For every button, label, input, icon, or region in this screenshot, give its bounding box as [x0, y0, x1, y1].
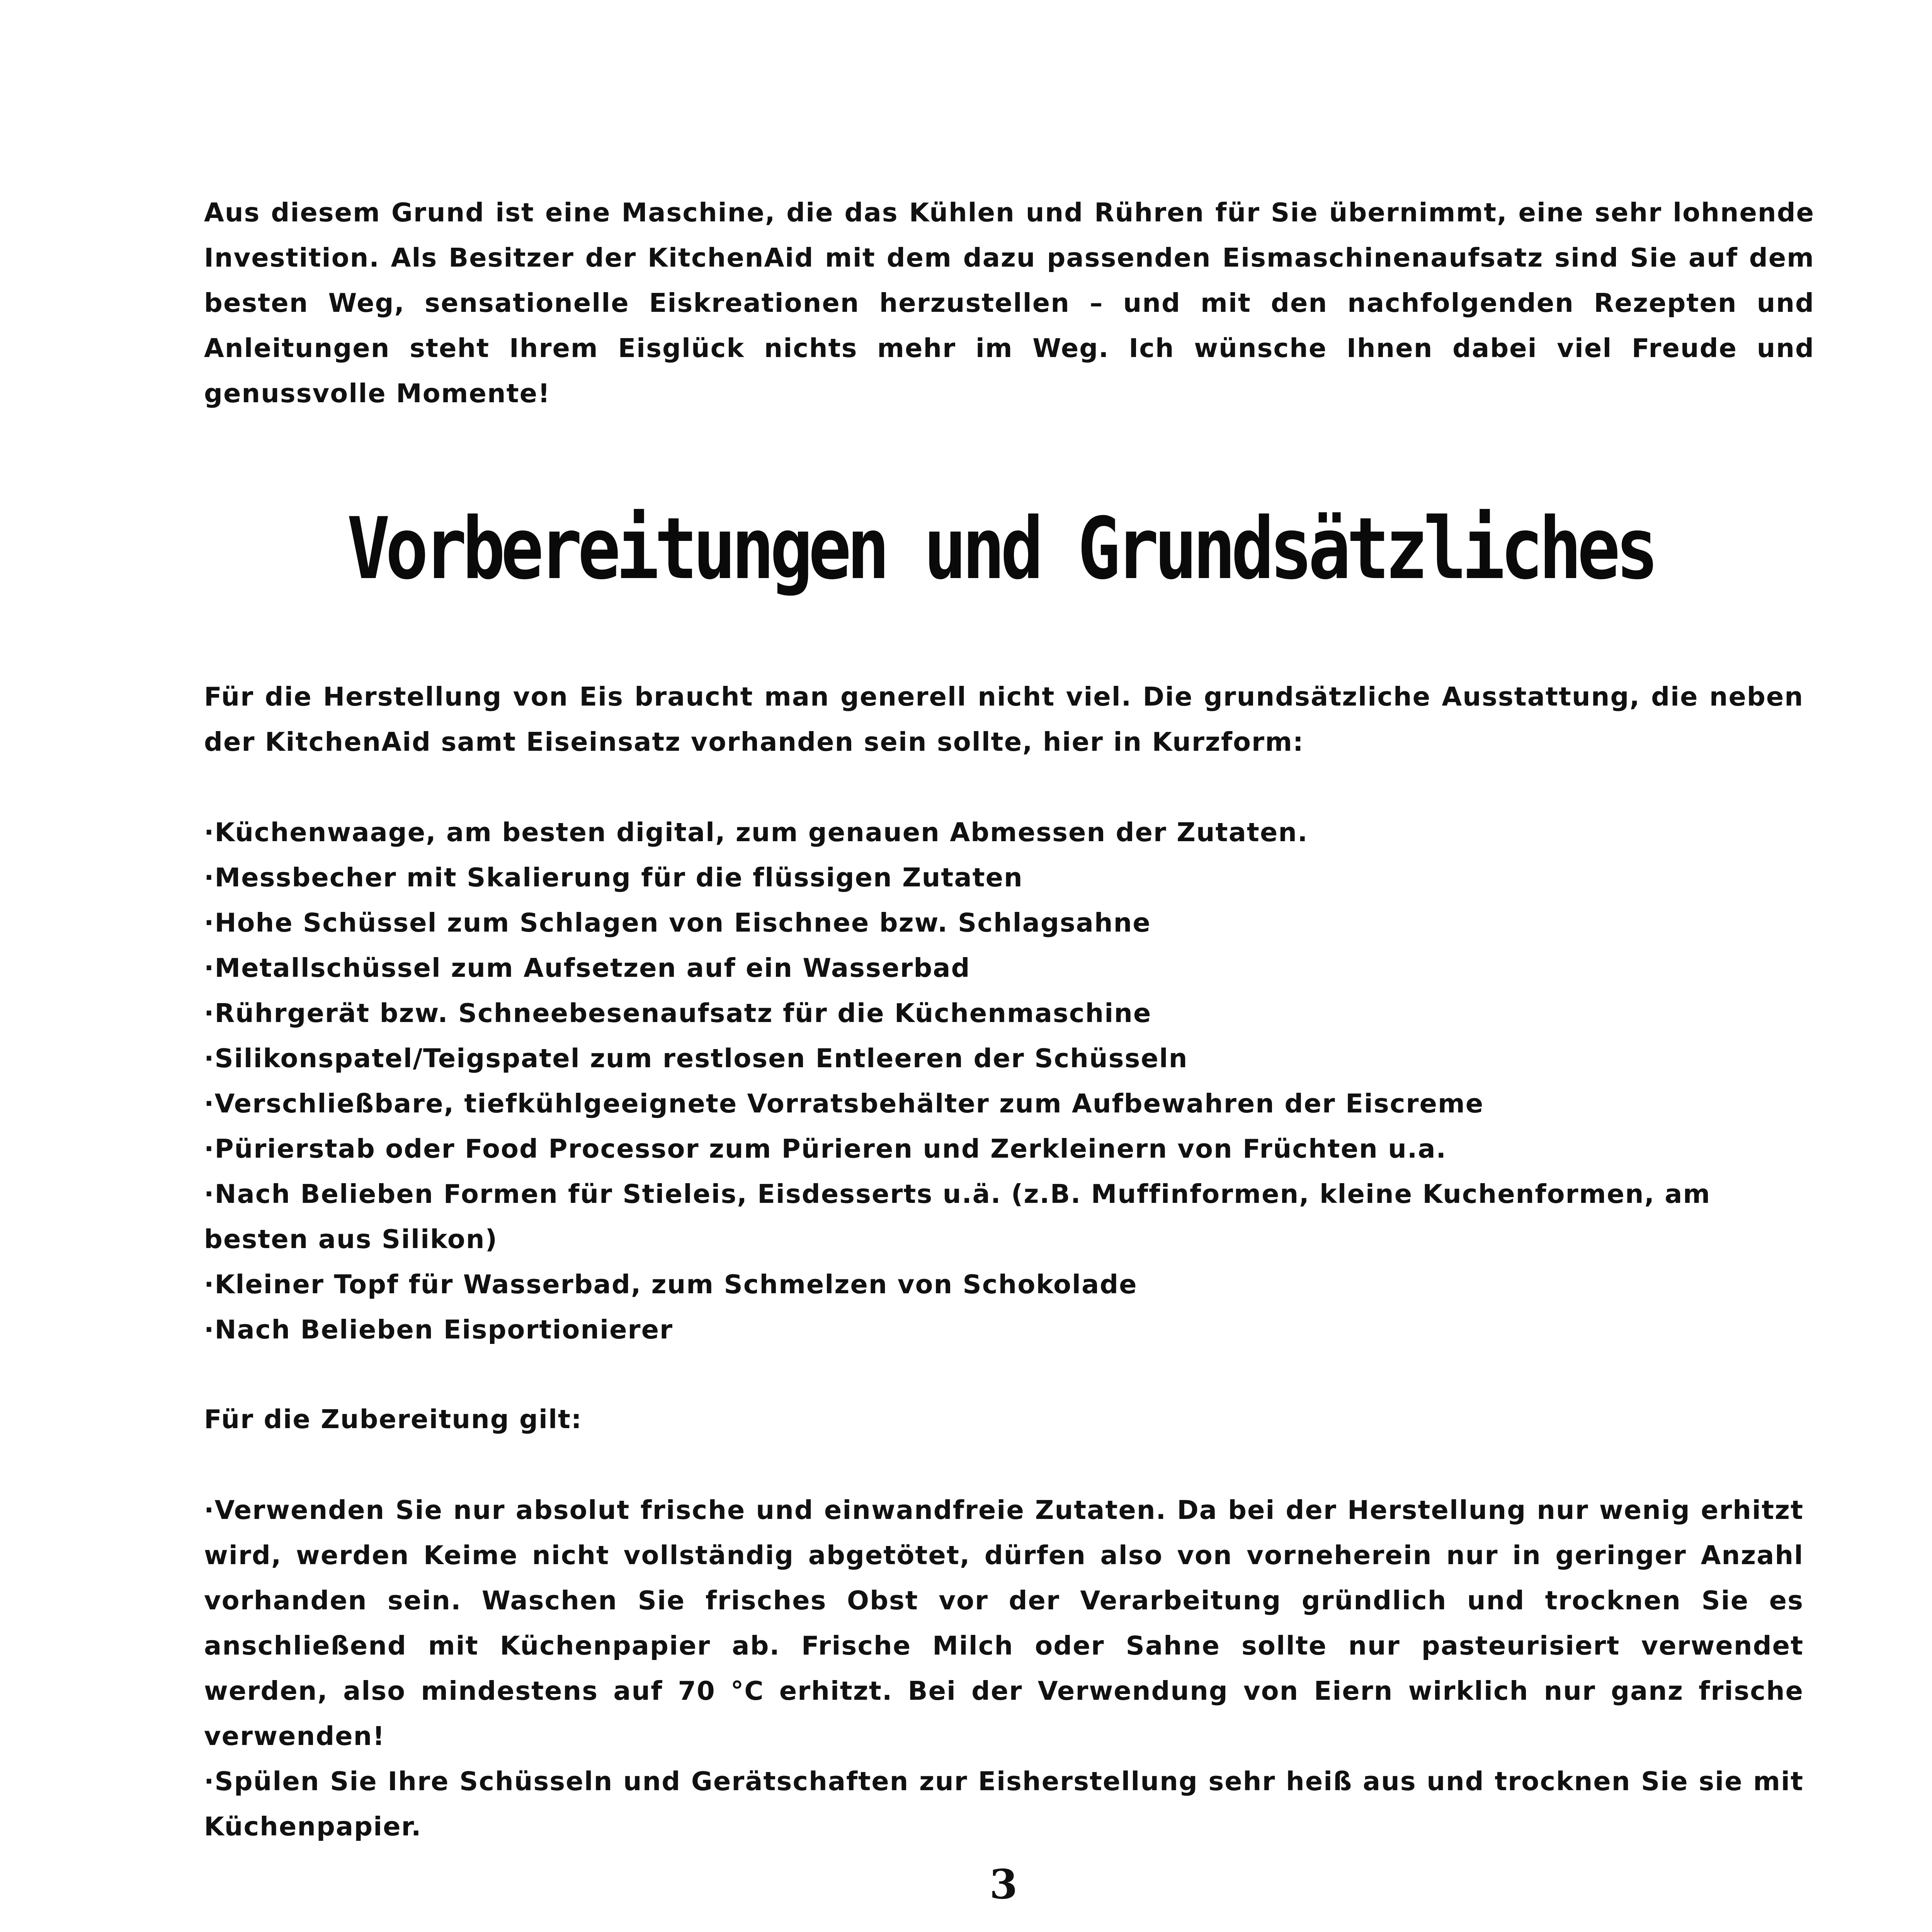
intro-paragraph: Aus diesem Grund ist eine Maschine, die das Kühlen und Rühren für Sie übernimmt, eine sehr lohnende Investition. Als Besitzer der KitchenAid mit dem dazu passenden Eismaschinenaufsatz sind Sie auf dem besten Weg, sensationelle Eiskreationen herzustellen – und mit den nachfolgenden Rezepten und Anleitungen steht Ihrem Eisglück nichts mehr im Weg. Ich wünsche Ihnen dabei viel Freude und genussvolle Momente!: [204, 197, 1815, 408]
list-item: ·Verwenden Sie nur absolut frische und einwandfreie Zutaten. Da bei der Herstellung nur wenig erhitzt wird, werden Keime nicht vollständig abgetötet, dürfen also von vorneherein nur in geringer Anzahl vorhanden sein. Waschen Sie frisches Obst vor der Verarbeitung gründlich und trocknen Sie es anschließend mit Küchenpapier ab. Frische Milch oder Sahne sollte nur pasteurisiert verwendet werden, also mindestens auf 70 °C erhitzt. Bei der Verwendung von Eiern wirklich nur ganz frische verwenden!: [204, 1495, 1804, 1751]
list-item: ·Nach Belieben Formen für Stieleis, Eisdesserts u.ä. (z.B. Muffinformen, kleine Kuchenformen, am besten aus Silikon): [204, 1179, 1711, 1254]
list-item: ·Pürierstab oder Food Processor zum Pürieren und Zerkleinern von Früchten u.a.: [204, 1134, 1447, 1164]
page-number: 3: [989, 1861, 1018, 1908]
list-item: ·Rührgerät bzw. Schneebesenaufsatz für die Küchenmaschine: [204, 998, 1152, 1028]
list-item: ·Metallschüssel zum Aufsetzen auf ein Wasserbad: [204, 953, 971, 983]
section-heading: Vorbereitungen und Grundsätzliches: [347, 499, 1654, 598]
list-item: ·Silikonspatel/Teigspatel zum restlosen Entleeren der Schüsseln: [204, 1043, 1188, 1073]
list-item: ·Nach Belieben Eisportionierer: [204, 1315, 673, 1345]
equipment-intro-paragraph: Für die Herstellung von Eis braucht man generell nicht viel. Die grundsätzliche Ausstattung, die neben der KitchenAid samt Eiseinsatz vorhanden sein sollte, hier in Kurzform:: [204, 682, 1804, 757]
list-item: ·Spülen Sie Ihre Schüsseln und Gerätschaften zur Eisherstellung sehr heiß aus und trocknen Sie sie mit Küchenpapier.: [204, 1766, 1804, 1842]
list-item: ·Hohe Schüssel zum Schlagen von Eischnee bzw. Schlagsahne: [204, 908, 1151, 938]
list-item: ·Verschließbare, tiefkühlgeeignete Vorratsbehälter zum Aufbewahren der Eiscreme: [204, 1088, 1484, 1119]
preparation-list: [204, 1488, 1804, 1849]
list-item: ·Küchenwaage, am besten digital, zum genauen Abmessen der Zutaten.: [204, 817, 1308, 847]
equipment-list: [204, 810, 1804, 1352]
list-item: ·Messbecher mit Skalierung für die flüssigen Zutaten: [204, 862, 1023, 893]
preparation-intro-paragraph: Für die Zubereitung gilt:: [204, 1404, 582, 1434]
list-item: ·Kleiner Topf für Wasserbad, zum Schmelzen von Schokolade: [204, 1269, 1138, 1299]
